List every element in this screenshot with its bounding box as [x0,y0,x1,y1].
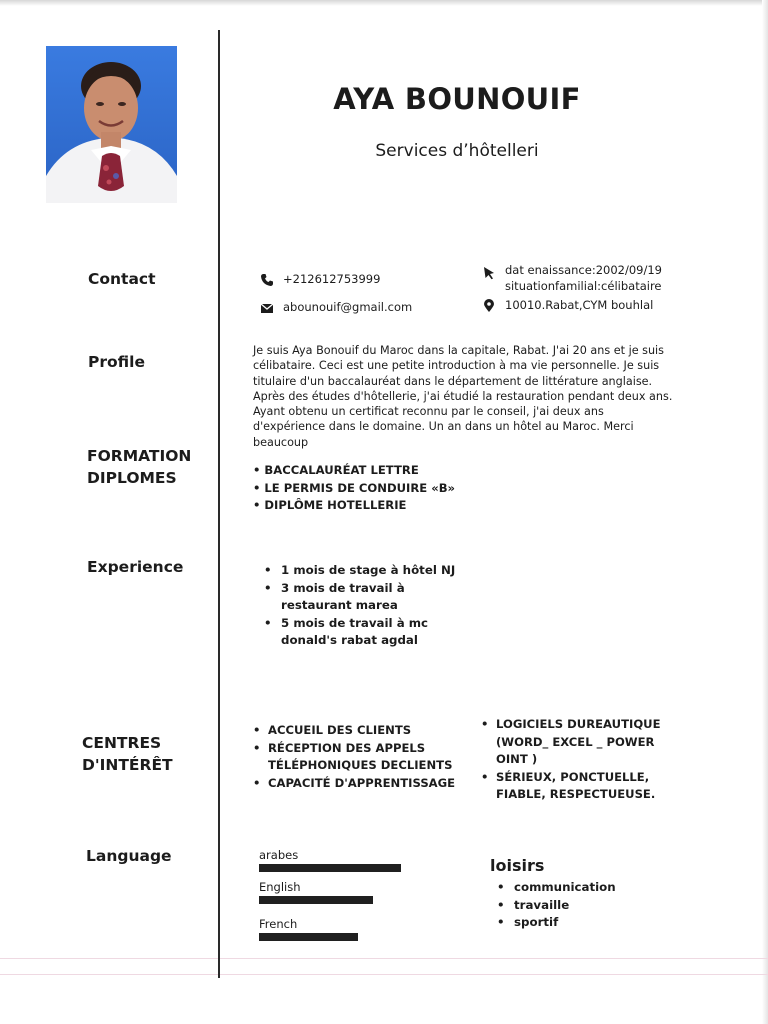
list-item: • ACCUEIL DES CLIENTS [253,722,468,740]
contact-email [260,300,412,315]
map-pin-icon [482,299,496,313]
birth-date: dat enaissance:2002/09/19 [505,263,662,277]
list-item: • DIPLÔME HOTELLERIE [253,497,455,515]
language-level-bar [259,864,419,872]
language-level-fill [259,896,373,904]
section-label-line: FORMATION [87,447,192,465]
scan-edge [762,0,768,1024]
scan-streak [0,974,768,975]
section-label-interests [82,732,173,776]
contact-phone [260,272,380,287]
section-label-contact: Contact [88,270,156,288]
section-label-line: D'INTÉRÊT [82,756,173,774]
section-label-profile: Profile [88,353,145,371]
contact-birth [482,262,662,294]
section-label-line: CENTRES [82,734,162,752]
scan-streak [0,958,768,959]
language-name: English [259,880,301,894]
list-item: • SÉRIEUX, PONCTUELLE, FIABLE, RESPECTUEUSE. [481,769,671,804]
phone-number: +212612753999 [283,272,381,286]
list-item: • 3 mois de travail à restaurant marea [264,580,464,615]
profile-photo [46,46,177,203]
section-label-formation [87,445,191,489]
cursor-arrow-icon [482,266,496,280]
list-item: • BACCALAURÉAT LETTRE [253,462,455,480]
list-item: • LOGICIELS DUREAUTIQUE (WORD_ EXCEL _ POWER OINT ) [481,716,671,769]
list-item: • CAPACITÉ D'APPRENTISSAGE [253,775,468,793]
language-level-bar [259,896,419,904]
language-item [259,880,419,904]
column-divider [218,30,220,978]
loisirs-list [497,879,616,932]
section-label-line: DIPLOMES [87,469,177,487]
language-name: arabes [259,848,299,862]
section-label-language: Language [86,847,172,865]
family-status: situationfamilial:célibataire [505,279,662,293]
interests-list-right [481,716,671,804]
language-name: French [259,917,298,931]
address-text: 10010.Rabat,CYM bouhlal [505,298,654,312]
language-level-fill [259,864,401,872]
contact-address [482,298,653,313]
interests-list-left [253,722,468,792]
language-item [259,848,419,872]
list-item: • travaille [497,897,616,915]
list-item: • 5 mois de travail à mc donald's rabat agdal [264,615,464,650]
language-item [259,917,419,941]
language-level-fill [259,933,358,941]
formation-list [253,462,455,515]
scan-edge [0,0,768,6]
list-item: • 1 mois de stage à hôtel NJ [264,562,464,580]
candidate-name: AYA BOUNOUIF [333,82,581,116]
list-item: • RÉCEPTION DES APPELS TÉLÉPHONIQUES DECLIENTS [253,740,468,775]
list-item: • LE PERMIS DE CONDUIRE «B» [253,480,455,498]
envelope-icon [260,301,274,315]
loisirs-heading: loisirs [490,856,545,875]
list-item: • communication [497,879,616,897]
experience-list [264,562,464,650]
job-title: Services d’hôtelleri [375,141,539,161]
email-address: abounouif@gmail.com [283,300,413,314]
profile-paragraph: Je suis Aya Bonouif du Maroc dans la capitale, Rabat. J'ai 20 ans et je suis célibataire. Ceci est une petite introduction à ma vie personnelle. Je suis titulaire d'un baccalauréat dans le département de littérature anglaise. Après des études d'hôtellerie, j'ai étudié la restauration pendant deux ans. Ayant obtenu un certificat reconnu par le conseil, j'ai deux ans d'expérience dans le domaine. Un an dans un hôtel au Maroc. Merci beaucoup [253,344,673,449]
phone-icon [260,273,274,287]
language-level-bar [259,933,419,941]
section-label-experience: Experience [87,558,184,576]
list-item: • sportif [497,914,616,932]
